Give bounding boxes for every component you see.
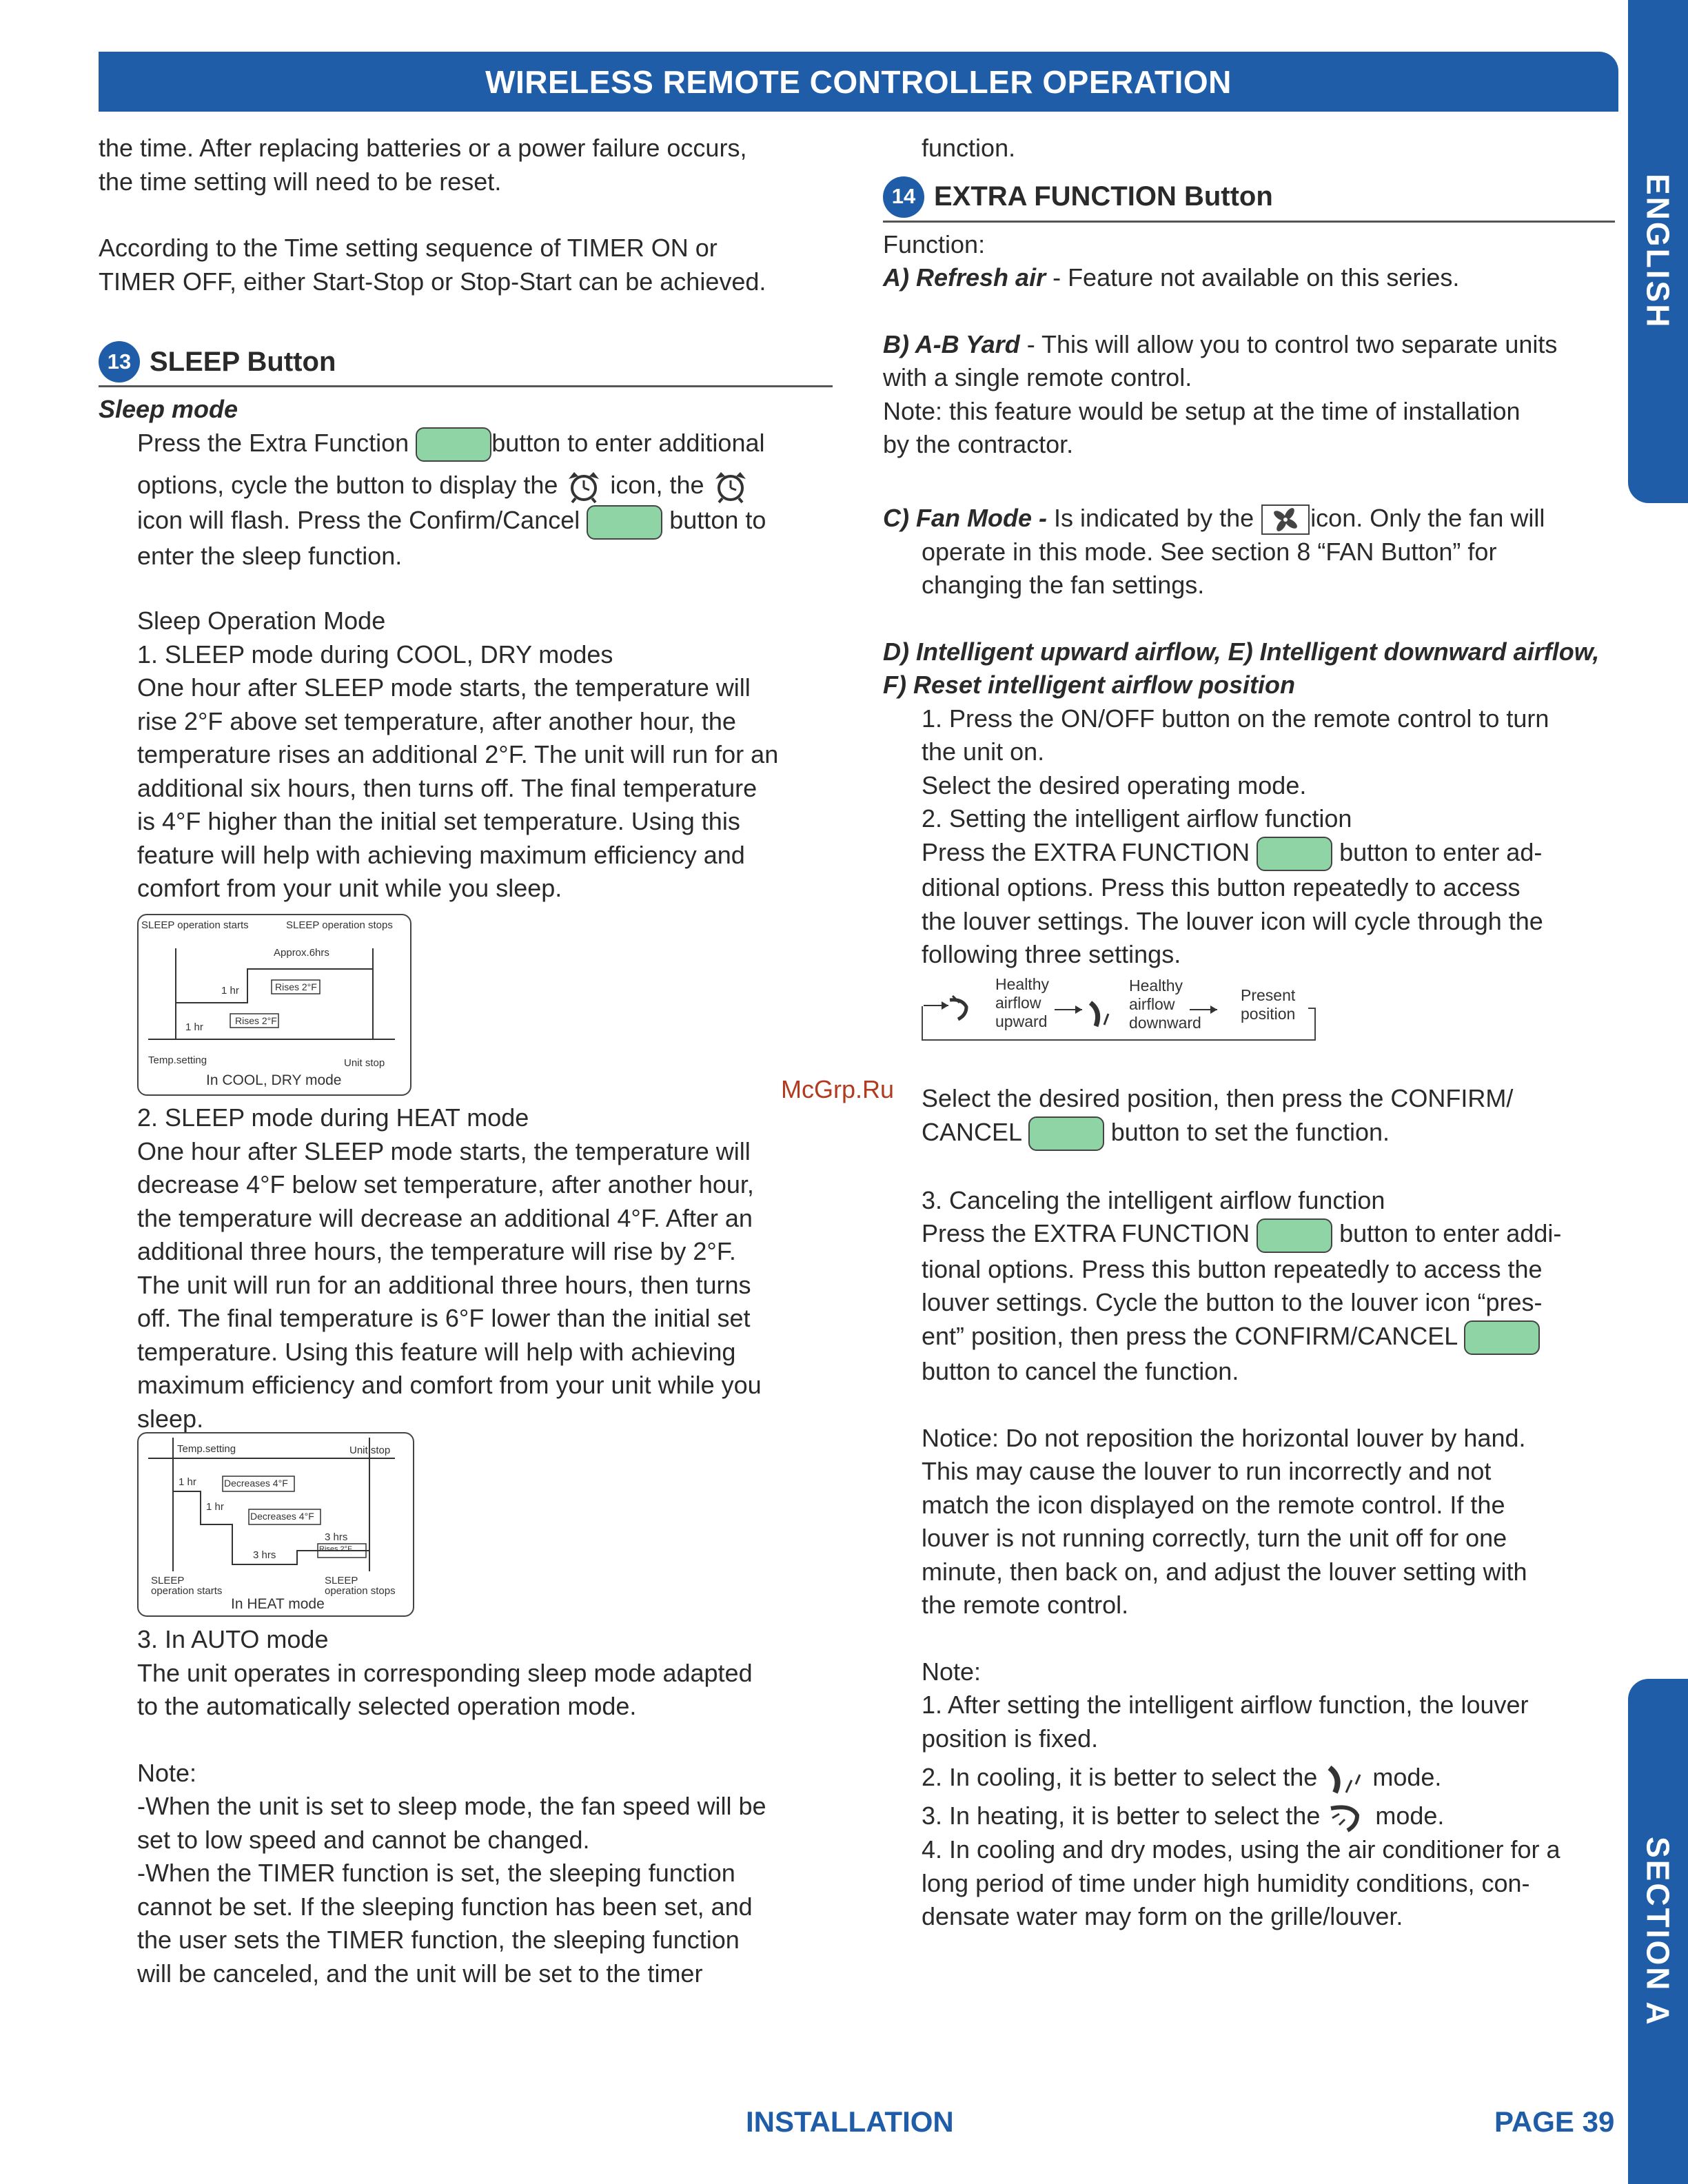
section-14-title: EXTRA FUNCTION Button [934, 181, 1273, 212]
confirm-cancel-button-icon [1028, 1116, 1104, 1151]
left-column [99, 132, 843, 906]
step-3-text: Press the EXTRA FUNCTION [922, 1219, 1250, 1248]
step-3-line: button to cancel the function. [922, 1357, 1239, 1386]
confirm-cancel-button-icon [1464, 1320, 1540, 1355]
auto-line: The unit operates in corresponding sleep mode adapted [137, 1658, 753, 1687]
heat-hrs-label: 3 hrs [325, 1531, 348, 1543]
cycle-downward-line: Healthy [1129, 977, 1183, 994]
select-line: Select the desired position, then press the CONFIRM/ [922, 1084, 1514, 1112]
note-line: -When the unit is set to sleep mode, the fan speed will be [137, 1792, 766, 1820]
step-2-text: Press the EXTRA FUNCTION [922, 837, 1250, 866]
language-tab: ENGLISH [1628, 0, 1688, 503]
ab-yard-line: with a single remote control. [883, 363, 1192, 391]
step-3-text: button to enter addi- [1339, 1219, 1562, 1248]
right-note-line: position is fixed. [922, 1724, 1099, 1753]
sleep-op-mode-title: Sleep Operation Mode [137, 606, 386, 635]
cool-line: is 4°F higher than the initial set temperature. Using this [137, 807, 740, 836]
footer-page-number: PAGE 39 [1494, 2105, 1615, 2138]
heat-line: additional three hours, the temperature will rise by 2°F. [137, 1237, 736, 1265]
cycle-upward-line: airflow [995, 994, 1041, 1012]
notice-line: the remote control. [922, 1591, 1129, 1620]
louver-cycle-diagram [921, 975, 1317, 1041]
alarm-clock-icon [711, 469, 750, 504]
cool-rise-label: Rises 2°F [275, 981, 317, 992]
cool-line: rise 2°F above set temperature, after another hour, the [137, 706, 736, 735]
section-13-number: 13 [99, 341, 140, 382]
step-1-line: the unit on. [922, 737, 1045, 766]
heat-rise-label: Rises 2°F [319, 1545, 352, 1553]
cycle-downward-line: airflow [1129, 995, 1175, 1013]
step-3-line: louver settings. Cycle the button to the louver icon “pres- [922, 1288, 1543, 1317]
sleep-text: button to [669, 506, 766, 535]
cool-line: additional six hours, then turns off. The final temperature [137, 773, 757, 802]
right-note-text: mode. [1372, 1763, 1442, 1792]
cool-rise-label: Rises 2°F [235, 1015, 277, 1026]
extra-function-button-icon [1257, 837, 1332, 871]
alarm-clock-icon [565, 469, 603, 504]
section-13-heading [99, 341, 833, 387]
ab-yard-line: by the contractor. [883, 430, 1074, 458]
right-note-text: 3. In heating, it is better to select the [922, 1801, 1321, 1830]
notice-line: minute, then back on, and adjust the louver setting with [922, 1557, 1527, 1586]
cycle-downward-line: downward [1129, 1014, 1201, 1032]
heat-decrease-label: Decreases 4°F [224, 1478, 288, 1489]
sleep-text: icon will flash. Press the Confirm/Cancel [137, 506, 580, 535]
heat-temp-label: Temp.setting [177, 1443, 236, 1455]
cool-temp-label: Temp.setting [148, 1054, 207, 1066]
right-note-text: mode. [1375, 1801, 1445, 1830]
sleep-text: options, cycle the button to display the [137, 470, 558, 499]
ab-yard-label: B) A-B Yard [883, 329, 1020, 358]
heat-sleep-diagram [137, 1432, 414, 1617]
cool-line: comfort from your unit while you sleep. [137, 874, 562, 903]
step-2-line: following three settings. [922, 940, 1181, 969]
function-label: Function: [883, 229, 986, 258]
step-1-line: Select the desired operating mode. [922, 770, 1307, 799]
sleep-text: button to enter additional [491, 428, 765, 457]
page-header: WIRELESS REMOTE CONTROLLER OPERATION [99, 52, 1618, 112]
cool-sleep-diagram [137, 914, 411, 1096]
cool-hr-label: 1 hr [185, 1021, 203, 1033]
step-3-text: ent” position, then press the CONFIRM/CANCEL [922, 1321, 1457, 1350]
heat-mode-title: 2. SLEEP mode during HEAT mode [137, 1103, 529, 1132]
note-line: cannot be set. If the sleeping function has been set, and [137, 1892, 753, 1921]
ab-yard-text: - This will allow you to control two separate units [1019, 329, 1558, 358]
heat-start-line: SLEEP [151, 1575, 185, 1586]
intro-line: the time. After replacing batteries or a power failure occurs, [99, 134, 747, 162]
fan-mode-line: operate in this mode. See section 8 “FAN Button” for [922, 537, 1497, 566]
auto-mode-title: 3. In AUTO mode [137, 1625, 329, 1653]
step-3-title: 3. Canceling the intelligent airflow function [922, 1185, 1385, 1214]
step-2-line: ditional options. Press this button repeatedly to access [922, 873, 1521, 902]
fan-mode-label: C) Fan Mode - [883, 503, 1047, 532]
confirm-cancel-button-icon [587, 505, 662, 540]
right-note-line: 1. After setting the intelligent airflow function, the louver [922, 1691, 1529, 1719]
heat-hr-label: 1 hr [206, 1501, 224, 1513]
left-column-bottom [137, 1623, 847, 1990]
note-line: set to low speed and cannot be changed. [137, 1825, 590, 1854]
right-column-lower [922, 1082, 1625, 1934]
heat-line: temperature. Using this feature will help with achieving [137, 1337, 736, 1366]
step-2-title: 2. Setting the intelligent airflow function [922, 804, 1352, 833]
cycle-present-line: position [1241, 1005, 1296, 1023]
right-note-title: Note: [922, 1657, 982, 1686]
heat-hrs-label: 3 hrs [253, 1549, 276, 1561]
right-note-line: densate water may form on the grille/louver. [922, 1902, 1403, 1931]
cool-unit-stop-label: Unit stop [344, 1057, 385, 1069]
step-2-line: the louver settings. The louver icon will cycle through the [922, 906, 1543, 935]
airflow-heading: D) Intelligent upward airflow, E) Intelligent downward airflow, [883, 637, 1600, 666]
heat-line: The unit will run for an additional three hours, then turns [137, 1270, 751, 1299]
heat-stop-line: operation stops [325, 1585, 396, 1597]
louver-downward-icon [1324, 1764, 1365, 1795]
heat-stop-label [325, 1575, 396, 1596]
ab-yard-line: Note: this feature would be setup at the time of installation [883, 396, 1521, 425]
watermark: McGrp.Ru [781, 1075, 895, 1103]
refresh-air-label: A) Refresh air [883, 263, 1046, 292]
select-text: CANCEL [922, 1117, 1021, 1146]
heat-line: off. The final temperature is 6°F lower than the initial set [137, 1304, 751, 1332]
airflow-heading: F) Reset intelligent airflow position [883, 671, 1296, 700]
intro-line: TIMER OFF, either Start-Stop or Stop-Start can be achieved. [99, 267, 766, 296]
cool-diagram-caption: In COOL, DRY mode [206, 1072, 342, 1088]
extra-function-button-icon [416, 427, 491, 462]
heat-line: decrease 4°F below set temperature, after another hour, [137, 1170, 754, 1198]
section-14-heading [883, 176, 1615, 223]
notice-line: match the icon displayed on the remote control. If the [922, 1490, 1505, 1519]
cycle-upward-line: Healthy [995, 975, 1049, 993]
heat-line: One hour after SLEEP mode starts, the temperature will [137, 1136, 751, 1165]
cycle-upward-line: upward [995, 1012, 1048, 1030]
refresh-air-text: - Feature not available on this series. [1046, 263, 1460, 292]
fan-mode-text: icon. Only the fan will [1310, 503, 1545, 532]
auto-line: to the automatically selected operation mode. [137, 1692, 637, 1720]
section-tab: SECTION A [1628, 1679, 1688, 2184]
section-13-title: SLEEP Button [150, 346, 336, 377]
cool-approx-label: Approx.6hrs [274, 947, 329, 959]
cycle-downward-label [1129, 977, 1201, 1032]
heat-line: the temperature will decrease an additional 4°F. After an [137, 1203, 753, 1232]
note-line: the user sets the TIMER function, the sleeping function [137, 1926, 740, 1954]
fan-mode-line: changing the fan settings. [922, 571, 1205, 600]
extra-function-button-icon [1257, 1218, 1332, 1253]
select-text: button to set the function. [1110, 1117, 1390, 1146]
sleep-mode-title: Sleep mode [99, 395, 238, 423]
heat-start-label [151, 1575, 222, 1596]
left-column-lower [137, 1101, 847, 1436]
sleep-text: Press the Extra Function [137, 428, 409, 457]
right-note-text: 2. In cooling, it is better to select the [922, 1763, 1318, 1792]
heat-line: sleep. [137, 1404, 204, 1433]
intro-line: the time setting will need to be reset. [99, 167, 502, 196]
heat-unit-stop-label: Unit stop [349, 1445, 391, 1456]
heat-decrease-label: Decreases 4°F [250, 1511, 314, 1522]
louver-upward-icon [1327, 1802, 1368, 1833]
fan-icon [1261, 504, 1310, 535]
heat-diagram-caption: In HEAT mode [231, 1596, 325, 1612]
step-1-line: 1. Press the ON/OFF button on the remote control to turn [922, 704, 1549, 733]
footer-installation: INSTALLATION [746, 2105, 954, 2138]
cool-mode-title: 1. SLEEP mode during COOL, DRY modes [137, 640, 613, 669]
section-14-number: 14 [883, 176, 924, 218]
note-title: Note: [137, 1758, 197, 1787]
sleep-text: icon, the [610, 470, 704, 499]
cool-hr-label: 1 hr [221, 985, 239, 997]
heat-hr-label: 1 hr [179, 1476, 196, 1488]
right-column [883, 132, 1627, 972]
cycle-present-label [1241, 986, 1295, 1023]
cool-start-label: SLEEP operation starts [141, 919, 249, 931]
step-2-text: button to enter ad- [1339, 837, 1543, 866]
notice-line: louver is not running correctly, turn the unit off for one [922, 1524, 1507, 1553]
heat-line: maximum efficiency and comfort from your unit while you [137, 1371, 762, 1399]
step-3-line: tional options. Press this button repeatedly to access the [922, 1254, 1543, 1283]
note-line: -When the TIMER function is set, the sleeping function [137, 1859, 735, 1887]
cool-line: One hour after SLEEP mode starts, the temperature will [137, 673, 751, 702]
cool-stop-label: SLEEP operation stops [286, 919, 393, 931]
notice-line: This may cause the louver to run incorrectly and not [922, 1457, 1492, 1486]
function-continued: function. [922, 134, 1016, 162]
sleep-text: enter the sleep function. [137, 541, 403, 570]
fan-mode-text: Is indicated by the [1046, 503, 1254, 532]
cycle-present-line: Present [1241, 986, 1296, 1004]
notice-line: Notice: Do not reposition the horizontal louver by hand. [922, 1423, 1526, 1452]
cycle-upward-label [995, 975, 1049, 1031]
intro-line: According to the Time setting sequence of TIMER ON or [99, 234, 718, 262]
note-line: will be canceled, and the unit will be set to the timer [137, 1959, 703, 1988]
cool-line: temperature rises an additional 2°F. The unit will run for an [137, 740, 779, 769]
right-note-line: 4. In cooling and dry modes, using the air conditioner for a [922, 1835, 1560, 1864]
cool-line: feature will help with achieving maximum efficiency and [137, 840, 745, 869]
heat-start-line: operation starts [151, 1585, 223, 1597]
heat-stop-line: SLEEP [325, 1575, 358, 1586]
right-note-line: long period of time under high humidity conditions, con- [922, 1868, 1530, 1897]
